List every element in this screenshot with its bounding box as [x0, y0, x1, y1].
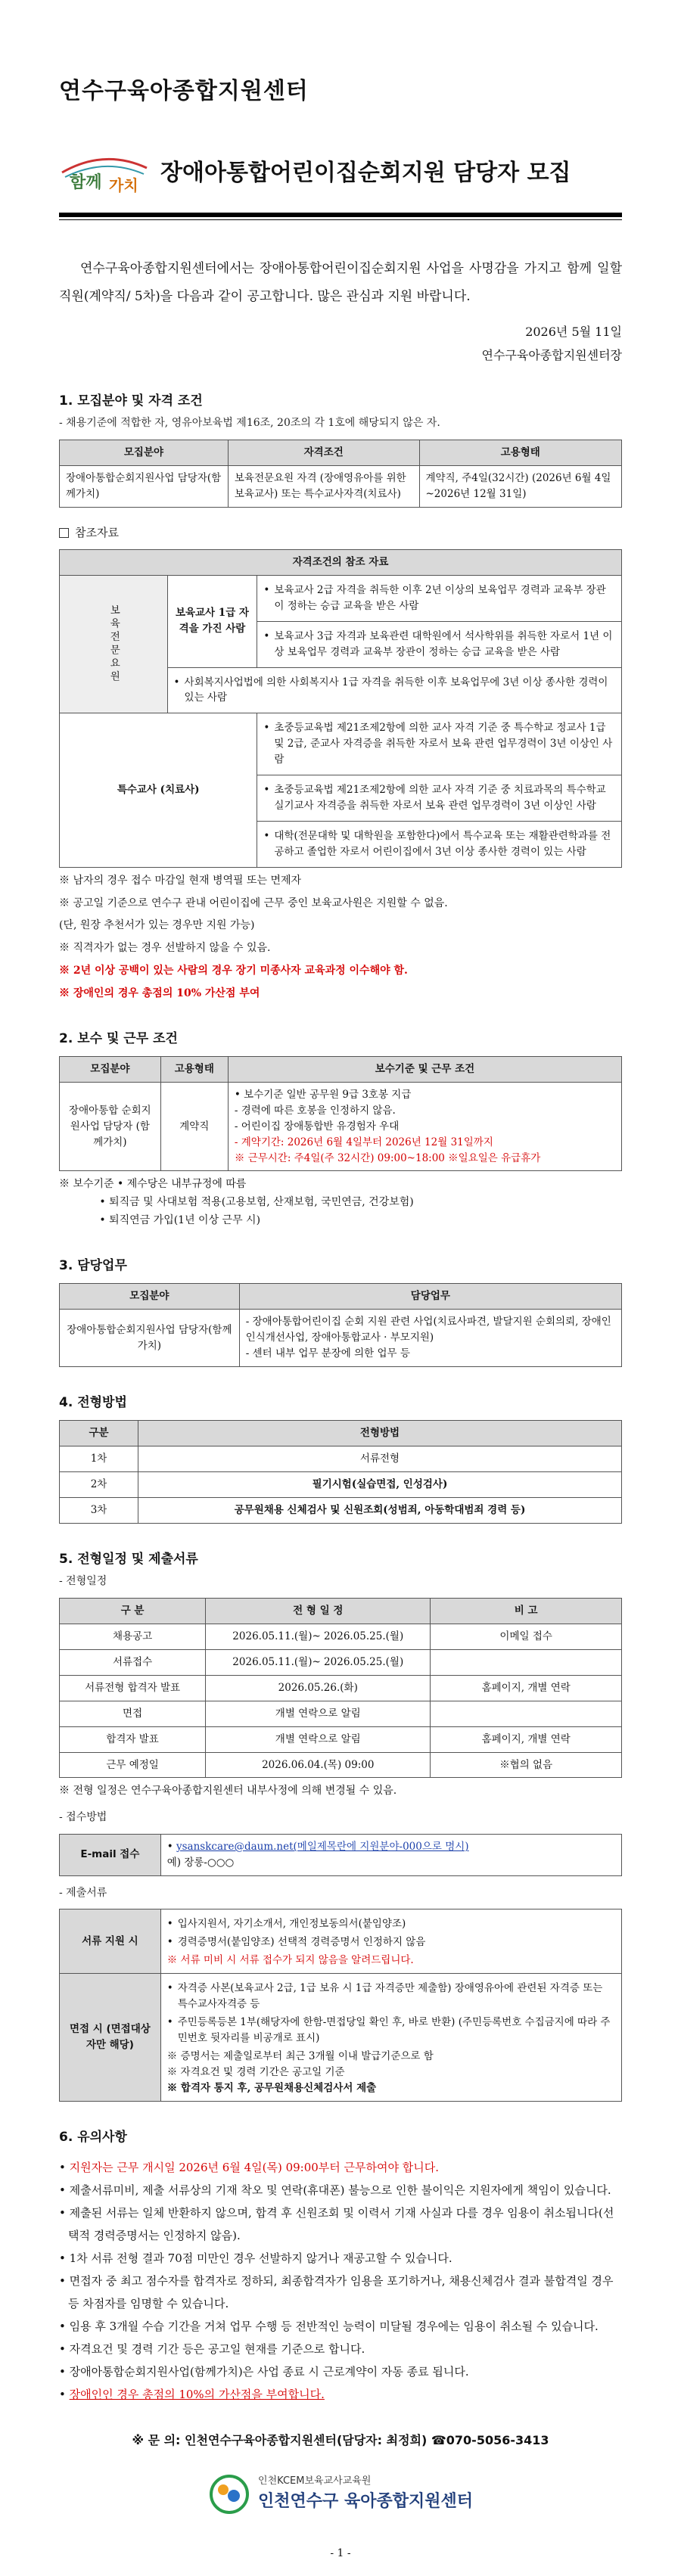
cell-duties	[239, 1310, 621, 1367]
list-item: • 경력증명서(붙임양조) 선택적 경력증명서 인정하지 않음	[167, 1934, 615, 1950]
doc2-label: 면접 시 (면접대상자만 해당)	[60, 1974, 161, 2101]
section-4-heading: 4. 전형방법	[59, 1394, 127, 1410]
ref-c1: • 초중등교육법 제21조제2항에 의한 교사 자격 기준 중 특수학교 정교사 1급 및 2급, 준교사 자격증을 취득한 자로서 보육 관련 업무경력이 3년 이상인 사람	[257, 713, 622, 775]
duty-line: - 장애아통합어린이집 순회 지원 관련 사업(치료사파견, 발달지원 순회의뢰, 장애인인식개선사업, 장애아통합교사 · 부모지원)	[245, 1316, 611, 1344]
col-header: 담당업무	[239, 1284, 621, 1310]
section-1-note: ※ 남자의 경우 접수 마감일 현재 병역필 또는 면제자	[59, 874, 302, 887]
list-item: • 자격증 사본(보육교사 2급, 1급 보유 시 1급 자격증만 제출함) 장애영유아에 관련된 자격증 또는 특수교사자격증 등	[167, 1981, 615, 2012]
list-item: • 장애인인 경우 총점의 10%의 가산점을 부여합니다.	[59, 2388, 325, 2401]
doc1-warning: ※ 서류 미비 시 서류 접수가 되지 않음을 알려드립니다.	[166, 1954, 414, 1967]
intro-text: 연수구육아종합지원센터에서는 장애아통합어린이집순회지원 사업을 사명감을 가지고 함께 일할 직원(계약직/ 5차)을 다음과 같이 공고합니다. 많은 관심과 지원 바랍니다.	[59, 260, 622, 304]
section-6	[59, 2127, 622, 2406]
reference-label: 참조자료	[59, 524, 622, 542]
list-item: • 주민등록등본 1부(해당자에 한함-면접당일 확인 후, 바로 반환) (주민등록번호 수집금지에 따라 주민번호 뒷자리를 비공개로 표시)	[167, 2015, 615, 2046]
col-header: 전형방법	[138, 1421, 622, 1446]
email-cell: • ysanskcare@daum.net(메일제목란에 지원분야-000으로 명시) 예) 장롱-○○○	[160, 1834, 621, 1875]
center-emblem-icon	[208, 2473, 250, 2515]
doc2-note: ※ 증명서는 제출일로부터 최근 3개월 이내 발급기준으로 함	[166, 2049, 434, 2062]
col-header: 자격조건	[228, 440, 419, 465]
table-row: 채용공고 2026.05.11.(월)~ 2026.05.25.(월) 이메일 접수	[60, 1624, 622, 1649]
footer-logo-big: 인천연수구 육아종합지원센터	[258, 2491, 473, 2511]
table-row: 2차	[60, 1472, 138, 1498]
section-1-red-note: ※ 장애인의 경우 총점의 10% 가산점 부여	[59, 987, 260, 999]
hamkke-gachi-logo	[59, 151, 150, 197]
section-3-heading: 3. 담당업무	[59, 1257, 127, 1273]
ref-b: • 사회복지사업법에 의한 사회복지사 1급 자격을 취득한 이후 보육업무에 3년 이상 종사한 경력이 있는 사람	[167, 667, 621, 713]
documents-label: - 제출서류	[59, 1886, 107, 1899]
recruit-table	[59, 440, 622, 508]
cell-emp: 계약직, 주4일(32시간) (2026년 6월 4일~2026년 12월 31일)	[419, 465, 622, 507]
ref-side-label: 보육전문요원	[60, 575, 168, 713]
table-row: 합격자 발표 개별 연락으로 알림 홈페이지, 개별 연락	[60, 1726, 622, 1752]
page-title: 장애아통합어린이집순회지원 담당자 모집	[160, 160, 571, 187]
col-header: 고용형태	[419, 440, 622, 465]
col-header: 고용형태	[160, 1056, 228, 1082]
duty-line: - 센터 내부 업무 분장에 의한 업무 등	[245, 1347, 410, 1359]
footer-logo	[59, 2473, 622, 2515]
cell-field: 장애아통합순회지원사업 담당자(함께가치)	[60, 1310, 240, 1367]
doc1-cell	[160, 1909, 621, 1974]
cell-field: 장애아통합 순회지원사업 담당자 (함께가치)	[60, 1082, 161, 1171]
page-number: - 1 -	[330, 2546, 351, 2559]
section-1-note: (단, 원장 추천서가 있는 경우만 지원 가능)	[59, 919, 255, 932]
center-name: 연수구육아종합지원센터	[59, 78, 309, 104]
email-label: E-mail 접수	[60, 1834, 161, 1875]
section-5-heading: 5. 전형일정 및 제출서류	[59, 1551, 198, 1567]
list-item: • 임용 후 3개월 수습 기간을 거쳐 업무 수행 등 전반적인 능력이 미달될 경우에는 임용이 취소될 수 있습니다.	[59, 2320, 599, 2333]
ref-a2: • 보육교사 3급 자격과 보육관련 대학원에서 석사학위를 취득한 자로서 1년 이상 보육업무 경력과 교육부 장관이 정하는 승급 교육을 받은 사람	[257, 621, 622, 667]
cond-line: - 경력에 따른 호봉을 인정하지 않음.	[234, 1104, 396, 1117]
ref-header: 자격조건의 참조 자료	[60, 549, 622, 575]
title-divider	[59, 213, 622, 217]
table-row: 3차	[60, 1498, 138, 1524]
duties-table	[59, 1283, 622, 1367]
schedule-table	[59, 1598, 622, 1778]
issuer: 연수구육아종합지원센터장	[481, 348, 622, 363]
apply-method-label: - 접수방법	[59, 1811, 107, 1824]
table-row: 서류전형 합격자 발표 2026.05.26.(화) 홈페이지, 개별 연락	[60, 1675, 622, 1701]
doc2-cell	[160, 1974, 621, 2101]
list-item: • 입사지원서, 자기소개서, 개인정보동의서(붙임양조)	[167, 1916, 615, 1932]
reference-table	[59, 549, 622, 868]
table-row: 1차	[60, 1446, 138, 1472]
email-link[interactable]: ysanskcare@daum.net(메일제목란에 지원분야-000으로 명시)	[176, 1840, 469, 1853]
table-row: 근무 예정일 2026.06.04.(목) 09:00 ※협의 없음	[60, 1752, 622, 1778]
section-1-heading: 1. 모집분야 및 자격 조건	[59, 393, 203, 409]
ref-a1: • 보육교사 2급 자격을 취득한 이후 2년 이상의 보육업무 경력과 교육부 장관이 정하는 승급 교육을 받은 사람	[257, 575, 622, 621]
list-item: • 장애아통합순회지원사업(함께가치)은 사업 종료 시 근로계약이 자동 종료 됩니다.	[59, 2365, 469, 2379]
doc1-label: 서류 지원 시	[60, 1909, 161, 1974]
title-row	[59, 148, 622, 200]
section-6-heading: 6. 유의사항	[59, 2129, 127, 2145]
ref-c-label: 특수교사 (치료사)	[60, 713, 257, 867]
footer-logo-small: 인천KCEM보육교사교육원	[258, 2475, 372, 2487]
schedule-label: - 전형일정	[59, 1575, 107, 1588]
ref-c3: • 대학(전문대학 및 대학원을 포함한다)에서 특수교육 또는 재활관련학과를 전공하고 졸업한 자로서 어린이집에서 3년 이상 종사한 경력이 있는 사람	[257, 821, 622, 867]
cell-qual: 보육전문요원 자격 (장애영유아를 위한 보육교사) 또는 특수교사자격(치료사)	[228, 465, 419, 507]
doc2-note: ※ 자격요건 및 경력 기간은 공고일 기준	[166, 2065, 345, 2078]
checkbox-icon	[59, 528, 69, 538]
svg-text:가치: 가치	[109, 176, 138, 194]
table-row: 면접 개별 연락으로 알림	[60, 1701, 622, 1726]
notice-date: 2026년 5월 11일	[525, 325, 622, 340]
ref-c2: • 초중등교육법 제21조제2항에 의한 교사 자격 기준 중 치료과목의 특수학교 실기교사 자격증을 취득한 자로서 보육 관련 업무경력이 3년 이상인 사람	[257, 775, 622, 822]
list-item: • 제출된 서류는 일체 반환하지 않으며, 합격 후 신원조회 및 이력서 기재 사실과 다를 경우 임용이 취소됩니다(선택적 경력증명서는 인정하지 않음).	[59, 2206, 614, 2242]
col-header: 구분	[60, 1421, 138, 1446]
cond-line: • 보수기준 일반 공무원 9급 3호봉 지급	[234, 1088, 412, 1101]
cond-line: - 어린이집 장애통합반 유경험자 우대	[234, 1120, 400, 1133]
col-header: 모집분야	[60, 1056, 161, 1082]
contact-line: ※ 문 의: 인천연수구육아종합지원센터(담당자: 최정희) ☎070-5056-3413	[132, 2433, 549, 2447]
email-table	[59, 1834, 622, 1876]
ref-a-label: 보육교사 1급 자격을 가진 사람	[167, 575, 257, 667]
section-2-heading: 2. 보수 및 근무 조건	[59, 1030, 178, 1046]
list-item: • 제출서류미비, 제출 서류상의 기재 착오 및 연락(휴대폰) 불능으로 인한 불이익은 지원자에게 책임이 있습니다.	[59, 2183, 611, 2197]
list-item: • 지원자는 근무 개시일 2026년 6월 4일(목) 09:00부터 근무하여야 합니다.	[59, 2161, 440, 2174]
cond-line: ※ 근무시간: 주4일(주 32시간) 09:00~18:00 ※일요일은 유급휴가	[234, 1151, 541, 1164]
section-1-note: ※ 공고일 기준으로 연수구 관내 어린이집에 근무 중인 보육교사원은 지원할 수 없음.	[59, 896, 448, 909]
selection-table: 구분 전형방법 1차 서류전형 2차 필기시험(실습면접, 인성검사) 3차 공무원채용 신체검사 및 신원조회(성범죄, 아동학대범죄 경력 등)	[59, 1420, 622, 1524]
cond-line: - 계약기간: 2026년 6월 4일부터 2026년 12월 31일까지	[234, 1136, 493, 1148]
col-header: 모집분야	[60, 440, 229, 465]
salary-table	[59, 1056, 622, 1172]
cell-emp: 계약직	[160, 1082, 228, 1171]
salary-extra: ※ 보수기준 • 제수당은 내부규정에 따름 • 퇴직금 및 사대보험 적용(고용보험, 산재보험, 국민연금, 건강보험) • 퇴직연금 가입(1년 이상 근무 시)	[59, 1178, 414, 1227]
list-item: • 면접자 중 최고 점수자를 합격자로 정하되, 최종합격자가 임용을 포기하거나, 채용신체검사 결과 불합격일 경우 등 차점자를 임명할 수 있습니다.	[59, 2274, 614, 2310]
col-header: 구 분	[60, 1598, 206, 1624]
list-item: • 자격요건 및 경력 기간 등은 공고일 현재를 기준으로 합니다.	[59, 2342, 365, 2356]
cell-field: 장애아통합순회지원사업 담당자(함께가치)	[60, 465, 229, 507]
list-item: • 1차 서류 전형 결과 70점 미만인 경우 선발하지 않거나 재공고할 수 있습니다.	[59, 2251, 452, 2265]
section-1-note: ※ 직격자가 없는 경우 선발하지 않을 수 있음.	[59, 942, 271, 955]
cell-conds	[228, 1082, 621, 1171]
col-header: 보수기준 및 근무 조건	[228, 1056, 621, 1082]
section-1-sub: - 채용기준에 적합한 자, 영유아보육법 제16조, 20조의 각 1호에 해당되지 않은 자.	[59, 417, 440, 430]
col-header: 모집분야	[60, 1284, 240, 1310]
section-1-red-note: ※ 2년 이상 공백이 있는 사람의 경우 장기 미종사자 교육과정 이수해야 함.	[59, 965, 408, 977]
title-divider-thin	[59, 219, 622, 220]
email-example: 예) 장롱-○○○	[166, 1856, 235, 1869]
svg-text:함께: 함께	[70, 172, 102, 192]
col-header: 비 고	[431, 1598, 622, 1624]
schedule-note: ※ 전형 일정은 연수구육아종합지원센터 내부사정에 의해 변경될 수 있음.	[59, 1785, 397, 1798]
doc2-note: ※ 합격자 통지 후, 공무원채용신체검사서 제출	[166, 2081, 377, 2094]
table-row: 서류접수 2026.05.11.(월)~ 2026.05.25.(월)	[60, 1649, 622, 1675]
documents-table	[59, 1909, 622, 2101]
col-header: 전 형 일 정	[206, 1598, 431, 1624]
